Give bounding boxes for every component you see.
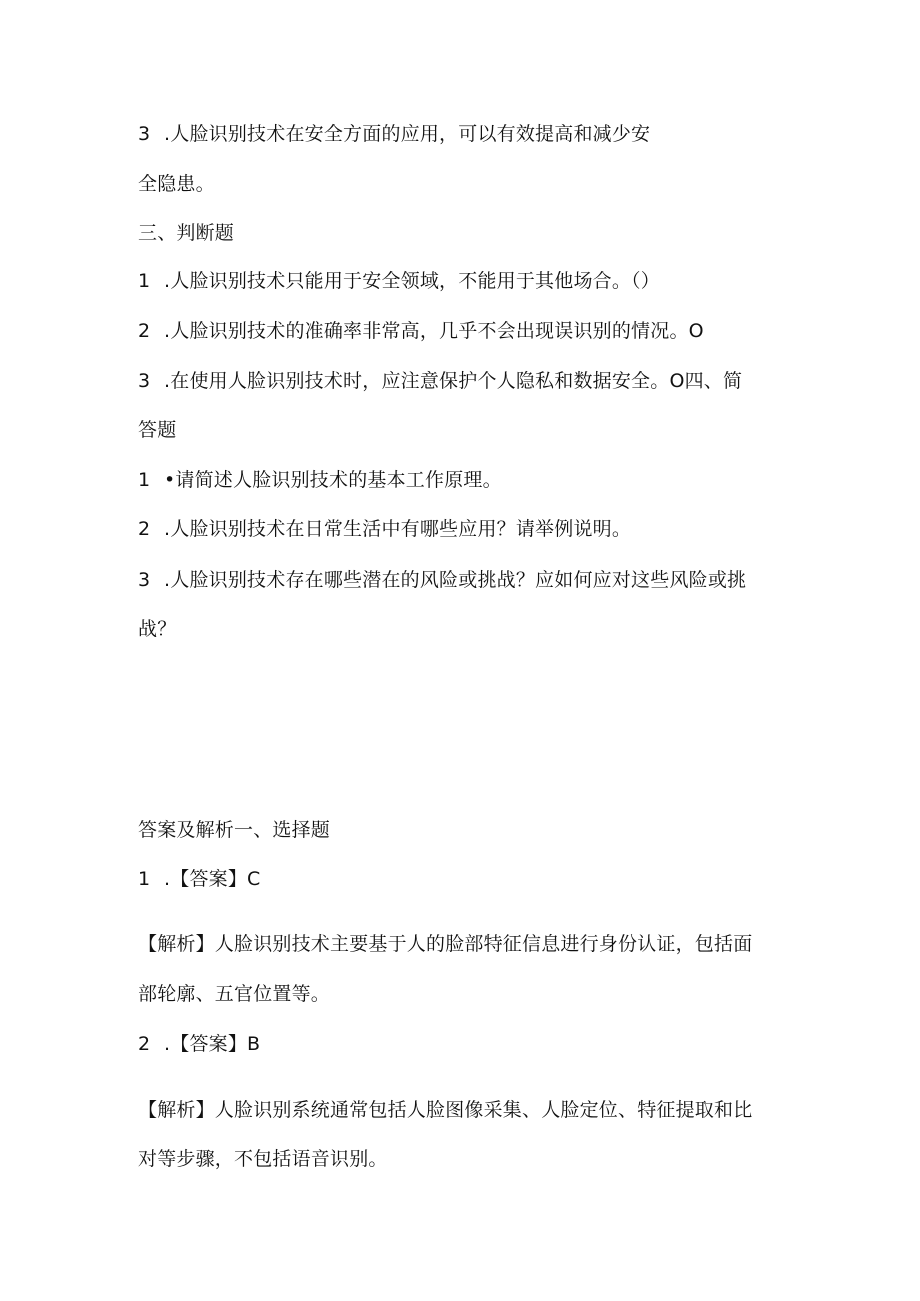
item-number: 1 [138, 469, 151, 491]
short-answer-item-1 [138, 467, 502, 493]
fill-blank-item-3-continuation: 全隐患。 [138, 173, 215, 195]
short-answer-item-3 [138, 567, 746, 593]
section-heading-answers: 答案及解析一、选择题 [138, 819, 331, 841]
fill-blank-item-3 [138, 121, 650, 147]
analysis-item-2: 【解析】人脸识别系统通常包括人脸图像采集、人脸定位、特征提取和比 [138, 1099, 753, 1121]
answer-text: .【答案】B [164, 1033, 261, 1055]
judgement-item-3-continuation: 答题 [138, 419, 177, 441]
item-number: 1 [138, 270, 151, 292]
analysis-item-1-continuation: 部轮廓、五官位置等。 [138, 983, 331, 1005]
item-number: 3 [138, 123, 151, 145]
judgement-item-3 [138, 368, 742, 394]
short-answer-item-2 [138, 516, 631, 542]
analysis-item-1: 【解析】人脸识别技术主要基于人的脸部特征信息进行身份认证，包括面 [138, 933, 753, 955]
item-text: .人脸识别技术在安全方面的应用，可以有效提高和减少安 [164, 123, 651, 145]
item-number: 2 [138, 518, 151, 540]
item-text: .人脸识别技术的准确率非常高，几乎不会出现误识别的情况。O [164, 320, 704, 342]
item-text: .人脸识别技术存在哪些潜在的风险或挑战？应如何应对这些风险或挑 [164, 569, 747, 591]
item-number: 3 [138, 370, 151, 392]
analysis-item-2-continuation: 对等步骤，不包括语音识别。 [138, 1148, 388, 1170]
item-text: .人脸识别技术只能用于安全领域，不能用于其他场合。（） [164, 270, 660, 292]
item-text: .人脸识别技术在日常生活中有哪些应用？请举例说明。 [164, 518, 632, 540]
judgement-item-2 [138, 318, 704, 344]
answer-text: .【答案】C [164, 868, 261, 890]
section-heading-judgement: 三、判断题 [138, 222, 235, 244]
item-number: 1 [138, 868, 151, 890]
item-text: •请简述人脸识别技术的基本工作原理。 [164, 469, 502, 491]
item-number: 2 [138, 320, 151, 342]
short-answer-item-3-continuation: 战？ [138, 618, 177, 640]
answer-item-1 [138, 866, 261, 892]
item-text: .在使用人脸识别技术时，应注意保护个人隐私和数据安全。O四、简 [164, 370, 743, 392]
item-number: 3 [138, 569, 151, 591]
item-number: 2 [138, 1033, 151, 1055]
answer-item-2 [138, 1031, 260, 1057]
judgement-item-1 [138, 268, 660, 294]
